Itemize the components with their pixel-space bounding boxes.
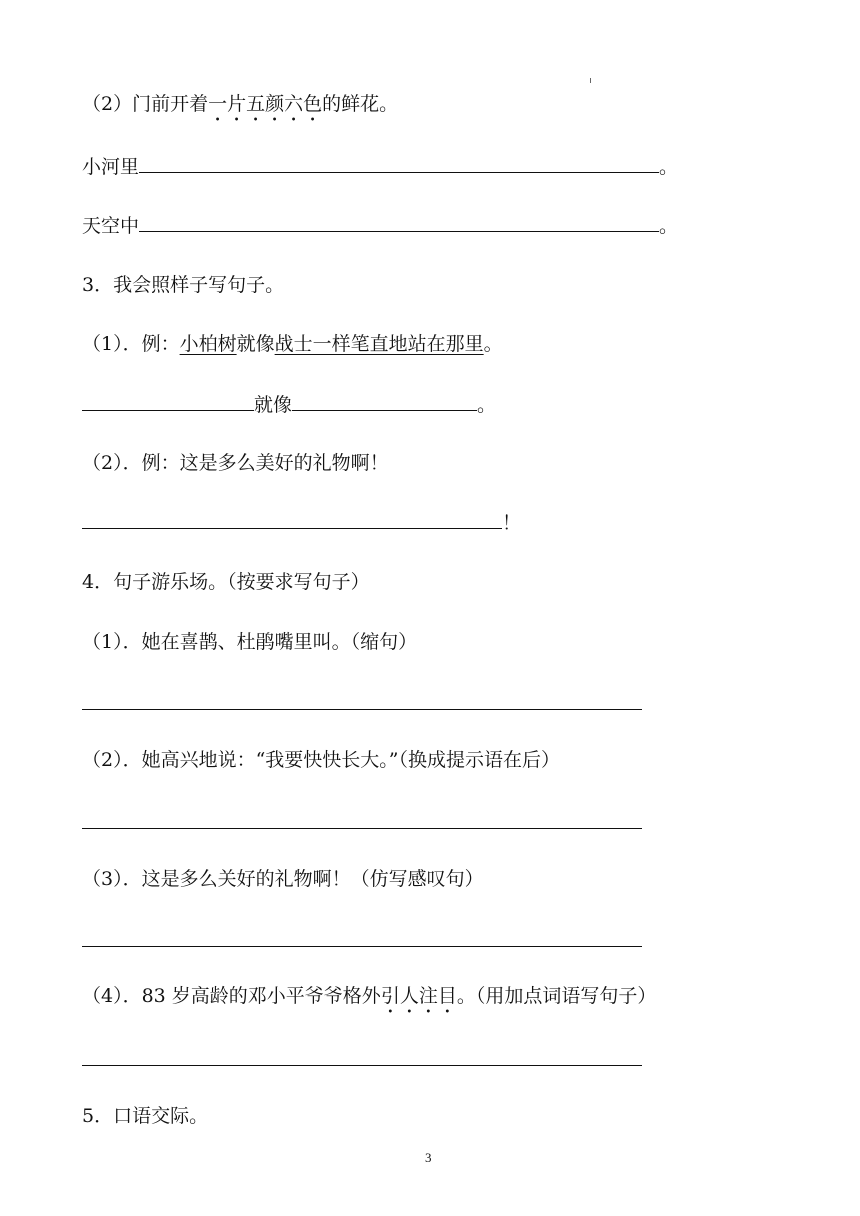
q3-ex1-underlined-subject: 小柏树 <box>179 333 237 355</box>
q2-line-river-label: 小河里 <box>82 156 140 178</box>
q3-ex1-end: 。 <box>483 333 503 355</box>
q3-example-2-fill <box>82 510 521 535</box>
q4-item-3: （3）．这是多么关好的礼物啊！（仿写感叹句） <box>82 868 484 890</box>
scan-mark <box>590 78 591 83</box>
q2-item2 <box>82 92 398 126</box>
q2-line-sky-label: 天空中 <box>82 215 140 237</box>
q4-item-2: （2）．她高兴地说：“我要快快长大。”（换成提示语在后） <box>82 749 561 771</box>
q3-ex2-fill-end: ！ <box>502 512 522 534</box>
q4-title: 4．句子游乐场。（按要求写句子） <box>82 571 370 593</box>
q2-item2-suffix: 的鲜花。 <box>322 93 399 115</box>
q4-item-1: （1）．她在喜鹊、杜鹃嘴里叫。（缩句） <box>82 631 418 653</box>
answer-blank[interactable] <box>82 510 502 529</box>
q2-line-river <box>82 154 678 179</box>
answer-blank[interactable] <box>139 154 659 173</box>
answer-line[interactable] <box>82 709 642 710</box>
q5-title: 5．口语交际。 <box>82 1105 209 1127</box>
answer-blank[interactable] <box>139 213 659 232</box>
q3-example-2: （2）．例：这是多么美好的礼物啊！ <box>82 452 389 474</box>
q2-line-sky-end: 。 <box>659 215 679 237</box>
q3-ex1-underlined-predicate: 战士一样笔直地站在那里 <box>274 333 484 355</box>
q4-item-4 <box>82 984 656 1018</box>
q4-item4-suffix: 。（用加点词语写句子） <box>456 985 657 1007</box>
q2-line-river-end: 。 <box>659 156 679 178</box>
q3-ex1-fill-end: 。 <box>477 394 497 416</box>
q3-example-1 <box>82 332 503 356</box>
q4-item4-prefix: （4）．83 岁高龄的邓小平爷爷格外 <box>82 985 381 1007</box>
answer-blank[interactable] <box>292 392 477 411</box>
q3-example-1-fill <box>82 392 496 417</box>
page-number: 3 <box>425 1150 432 1165</box>
q3-ex1-middle: 就像 <box>236 333 275 355</box>
answer-line[interactable] <box>82 1065 642 1066</box>
q2-line-sky <box>82 213 678 238</box>
q2-item2-prefix: （2）门前开着 <box>82 93 209 115</box>
q3-title: 3．我会照样子写句子。 <box>82 274 285 296</box>
answer-line[interactable] <box>82 946 642 947</box>
q2-item2-dotted-words: 一片五颜六色 <box>208 93 323 115</box>
answer-line[interactable] <box>82 828 642 829</box>
q4-item4-dotted-words: 引人注目 <box>380 985 457 1007</box>
q3-ex1-fill-middle: 就像 <box>254 394 293 416</box>
answer-blank[interactable] <box>82 392 254 411</box>
q3-ex1-prefix: （1）．例： <box>82 333 180 355</box>
